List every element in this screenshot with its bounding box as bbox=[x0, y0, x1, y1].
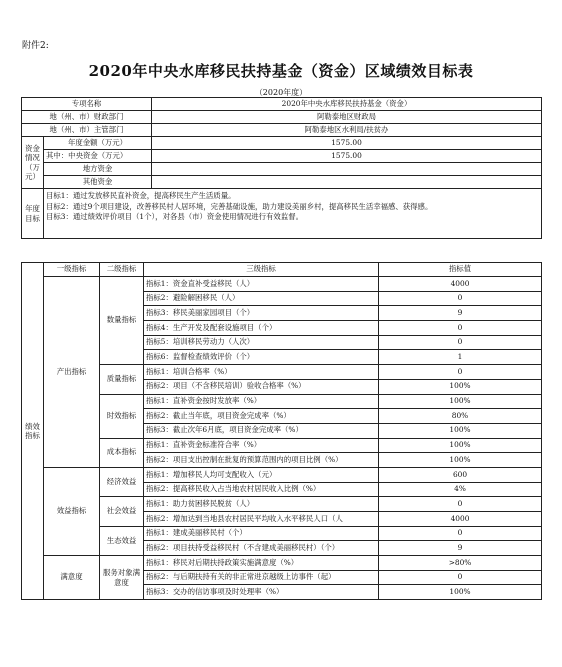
satisfaction-indicator-label: 满意度 bbox=[44, 556, 100, 600]
table-row bbox=[22, 556, 542, 571]
table-row bbox=[22, 438, 542, 453]
goals-text bbox=[44, 189, 542, 239]
indicator-name: 指标2：项目支出控制在批复的预算范围内的项目比例（%） bbox=[144, 453, 379, 468]
indicator-name: 指标3：截止次年6月底，项目资金完成率（%） bbox=[144, 423, 379, 438]
indicator-value: 4000 bbox=[379, 512, 542, 527]
indicator-name: 指标2：增加达到当地县农村居民平均收入水平移民人口（人 bbox=[144, 512, 379, 527]
indicator-value: 0 bbox=[379, 526, 542, 541]
central-value: 1575.00 bbox=[152, 150, 542, 163]
performance-table bbox=[21, 262, 542, 600]
year-label: （2020年度） bbox=[254, 88, 308, 97]
indicator-value: 0 bbox=[379, 335, 542, 350]
indicator-name: 指标4：生产开发及配套设施项目（个） bbox=[144, 321, 379, 336]
quantity-label: 数量指标 bbox=[100, 277, 144, 365]
indicator-name: 指标1：直补资金标准符合率（%） bbox=[144, 438, 379, 453]
project-name-row bbox=[22, 98, 542, 111]
indicator-value: 0 bbox=[379, 365, 542, 380]
indicator-value: 100% bbox=[379, 438, 542, 453]
annual-value: 1575.00 bbox=[152, 137, 542, 150]
indicator-name: 指标1：助力贫困移民脱贫（人） bbox=[144, 497, 379, 512]
indicator-name: 指标2：避险解困移民（人） bbox=[144, 291, 379, 306]
timeliness-label: 时效指标 bbox=[100, 394, 144, 438]
indicator-name: 指标2：项目扶持受益移民村（不含建成美丽移民村）（个） bbox=[144, 541, 379, 556]
local-value bbox=[152, 163, 542, 176]
central-label: 其中：中央资金（万元） bbox=[44, 150, 152, 163]
cost-label: 成本指标 bbox=[100, 438, 144, 467]
table-row bbox=[22, 277, 542, 292]
finance-dept-value: 阿勒泰地区财政局 bbox=[152, 111, 542, 124]
indicator-value: 4000 bbox=[379, 277, 542, 292]
indicator-name: 指标1：建成美丽移民村（个） bbox=[144, 526, 379, 541]
header-value: 指标值 bbox=[379, 263, 542, 277]
indicator-name: 指标1：移民对后期扶持政策实施满意度（%） bbox=[144, 556, 379, 571]
central-funds-row bbox=[22, 150, 542, 163]
competent-dept-label: 地（州、市）主管部门 bbox=[22, 124, 152, 137]
local-label: 地方资金 bbox=[44, 163, 152, 176]
header-level2: 二级指标 bbox=[100, 263, 144, 277]
indicator-value: 0 bbox=[379, 291, 542, 306]
indicator-name: 指标1：直补资金按时发放率（%） bbox=[144, 394, 379, 409]
ecological-label: 生态效益 bbox=[100, 526, 144, 555]
indicator-name: 指标1：增加移民人均可支配收入（元） bbox=[144, 467, 379, 482]
other-label: 其他资金 bbox=[44, 176, 152, 189]
social-label: 社会效益 bbox=[100, 497, 144, 526]
indicator-value: 4% bbox=[379, 482, 542, 497]
table-row bbox=[22, 467, 542, 482]
indicator-value: 100% bbox=[379, 423, 542, 438]
benefit-indicator-label: 效益指标 bbox=[44, 467, 100, 555]
indicator-value: 0 bbox=[379, 570, 542, 585]
indicator-value: 0 bbox=[379, 497, 542, 512]
other-funds-row bbox=[22, 176, 542, 189]
goals-label: 年度目标 bbox=[22, 189, 44, 239]
annual-goals-row bbox=[22, 189, 542, 239]
indicator-value: 9 bbox=[379, 306, 542, 321]
indicator-value: 100% bbox=[379, 453, 542, 468]
competent-dept-value: 阿勒泰地区水利局/扶贫办 bbox=[152, 124, 542, 137]
finance-dept-row bbox=[22, 111, 542, 124]
funds-label: 资金情况（万元） bbox=[22, 137, 44, 189]
indicator-name: 指标2：提高移民收入占当地农村居民收入比例（%） bbox=[144, 482, 379, 497]
other-value bbox=[152, 176, 542, 189]
competent-dept-row bbox=[22, 124, 542, 137]
indicator-name: 指标5：培训移民劳动力（人次） bbox=[144, 335, 379, 350]
annex-label: 附件2: bbox=[22, 41, 49, 51]
indicator-name: 指标2：截止当年底，项目资金完成率（%） bbox=[144, 409, 379, 424]
indicator-name: 指标1：资金直补受益移民（人） bbox=[144, 277, 379, 292]
indicator-name: 指标3：移民美丽家园项目（个） bbox=[144, 306, 379, 321]
document-title: 2020年中央水库移民扶持基金（资金）区域绩效目标表 bbox=[88, 62, 474, 80]
goal-1: 目标1：通过发放移民直补资金，提高移民生产生活质量。 bbox=[46, 191, 236, 200]
project-name-value: 2020年中央水库移民扶持基金（资金） bbox=[152, 98, 542, 111]
indicator-value: 100% bbox=[379, 585, 542, 600]
economic-label: 经济效益 bbox=[100, 467, 144, 496]
indicator-value: 600 bbox=[379, 467, 542, 482]
header-level3: 三级指标 bbox=[144, 263, 379, 277]
output-indicator-label: 产出指标 bbox=[44, 277, 100, 468]
finance-dept-label: 地（州、市）财政部门 bbox=[22, 111, 152, 124]
indicator-name: 指标2：项目（不含移民培训）验收合格率（%） bbox=[144, 379, 379, 394]
indicator-value: 9 bbox=[379, 541, 542, 556]
indicator-value: 100% bbox=[379, 379, 542, 394]
annual-label: 年度金额（万元） bbox=[44, 137, 152, 150]
indicator-value: 0 bbox=[379, 321, 542, 336]
indicator-value: 1 bbox=[379, 350, 542, 365]
indicator-value: >80% bbox=[379, 556, 542, 571]
indicator-name: 指标1：培训合格率（%） bbox=[144, 365, 379, 380]
indicator-name: 指标3：交办的信访事项及时处理率（%） bbox=[144, 585, 379, 600]
header-row bbox=[22, 263, 542, 277]
indicator-name: 指标6：监督检查绩效评价（个） bbox=[144, 350, 379, 365]
annual-funds-row bbox=[22, 137, 542, 150]
table-row bbox=[22, 526, 542, 541]
info-table bbox=[21, 97, 542, 239]
indicator-value: 80% bbox=[379, 409, 542, 424]
table-row bbox=[22, 394, 542, 409]
table-row bbox=[22, 497, 542, 512]
project-name-label: 专项名称 bbox=[22, 98, 152, 111]
indicator-value: 100% bbox=[379, 394, 542, 409]
quality-label: 质量指标 bbox=[100, 365, 144, 394]
performance-label: 绩效指标 bbox=[22, 263, 44, 600]
header-level1: 一级指标 bbox=[44, 263, 100, 277]
goal-2: 目标2：通过9个项目建设，改善移民村人居环境，完善基础设施，助力建设美丽乡村，提高移民生活幸福感、获得感。 bbox=[46, 201, 433, 211]
service-object-label: 服务对象满意度 bbox=[100, 556, 144, 600]
indicator-name: 指标2：与后期扶持有关的非正常进京越级上访事件（起） bbox=[144, 570, 379, 585]
local-funds-row bbox=[22, 163, 542, 176]
table-row bbox=[22, 365, 542, 380]
goal-3: 目标3：通过绩效评价项目（1个），对各县（市）资金使用情况进行有效监督。 bbox=[46, 212, 303, 222]
